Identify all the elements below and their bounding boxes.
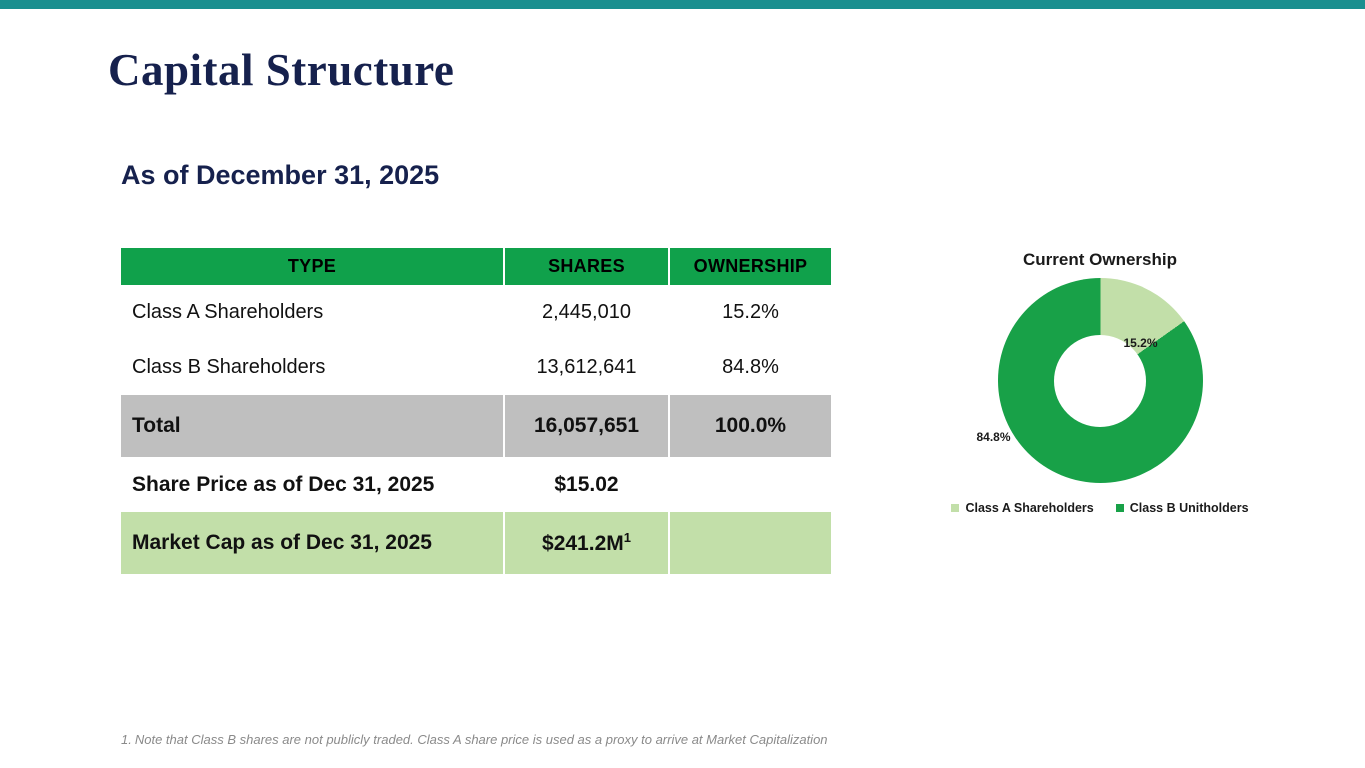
cell-shares: 13,612,641 xyxy=(504,340,669,395)
legend-label-class-b: Class B Unitholders xyxy=(1129,501,1249,515)
footnote xyxy=(121,732,828,747)
cell-shares-total: 16,057,651 xyxy=(504,395,669,457)
chart-legend xyxy=(930,501,1270,515)
table-row xyxy=(121,285,831,340)
donut-label-class-a: 15.2% xyxy=(1123,336,1158,350)
table-row-market-cap xyxy=(121,512,831,574)
footnote-number: 1. xyxy=(121,732,132,747)
cell-type: Class B Shareholders xyxy=(121,340,504,395)
cell-ownership: 15.2% xyxy=(669,285,831,340)
cell-type-total: Total xyxy=(121,395,504,457)
cell-share-price-value: $15.02 xyxy=(504,457,669,512)
column-header-type: TYPE xyxy=(121,248,504,285)
cell-shares: 2,445,010 xyxy=(504,285,669,340)
market-cap-amount: $241.2M xyxy=(542,532,624,555)
cell-market-cap-value xyxy=(504,512,669,574)
table-row xyxy=(121,340,831,395)
capital-structure-table xyxy=(121,248,831,574)
table-header-row xyxy=(121,248,831,285)
cell-market-cap-ownership xyxy=(669,512,831,574)
accent-top-bar xyxy=(0,0,1365,9)
chart-title: Current Ownership xyxy=(1023,250,1177,269)
column-header-shares: SHARES xyxy=(504,248,669,285)
cell-share-price-label: Share Price as of Dec 31, 2025 xyxy=(121,457,504,512)
legend-swatch-icon xyxy=(1116,504,1124,512)
table-row-total xyxy=(121,395,831,457)
cell-ownership: 84.8% xyxy=(669,340,831,395)
cell-market-cap-label: Market Cap as of Dec 31, 2025 xyxy=(121,512,504,574)
ownership-donut-chart xyxy=(930,250,1270,550)
slide-subtitle: As of December 31, 2025 xyxy=(121,160,440,190)
legend-item-class-a xyxy=(951,501,1093,515)
legend-item-class-b xyxy=(1116,501,1249,515)
cell-ownership-total: 100.0% xyxy=(669,395,831,457)
market-cap-footnote-marker: 1 xyxy=(623,530,631,545)
legend-label-class-a: Class A Shareholders xyxy=(965,501,1094,515)
donut-label-class-b: 84.8% xyxy=(976,430,1011,444)
footnote-text: Note that Class B shares are not publicly traded. Class A share price is used as a proxy to arrive at Market Capitalization xyxy=(134,732,828,747)
table-row-share-price xyxy=(121,457,831,512)
column-header-ownership: OWNERSHIP xyxy=(669,248,831,285)
cell-type: Class A Shareholders xyxy=(121,285,504,340)
legend-swatch-icon xyxy=(951,504,959,512)
page-title: Capital Structure xyxy=(108,45,455,95)
donut-graphic xyxy=(976,278,1203,483)
cell-share-price-ownership xyxy=(669,457,831,512)
